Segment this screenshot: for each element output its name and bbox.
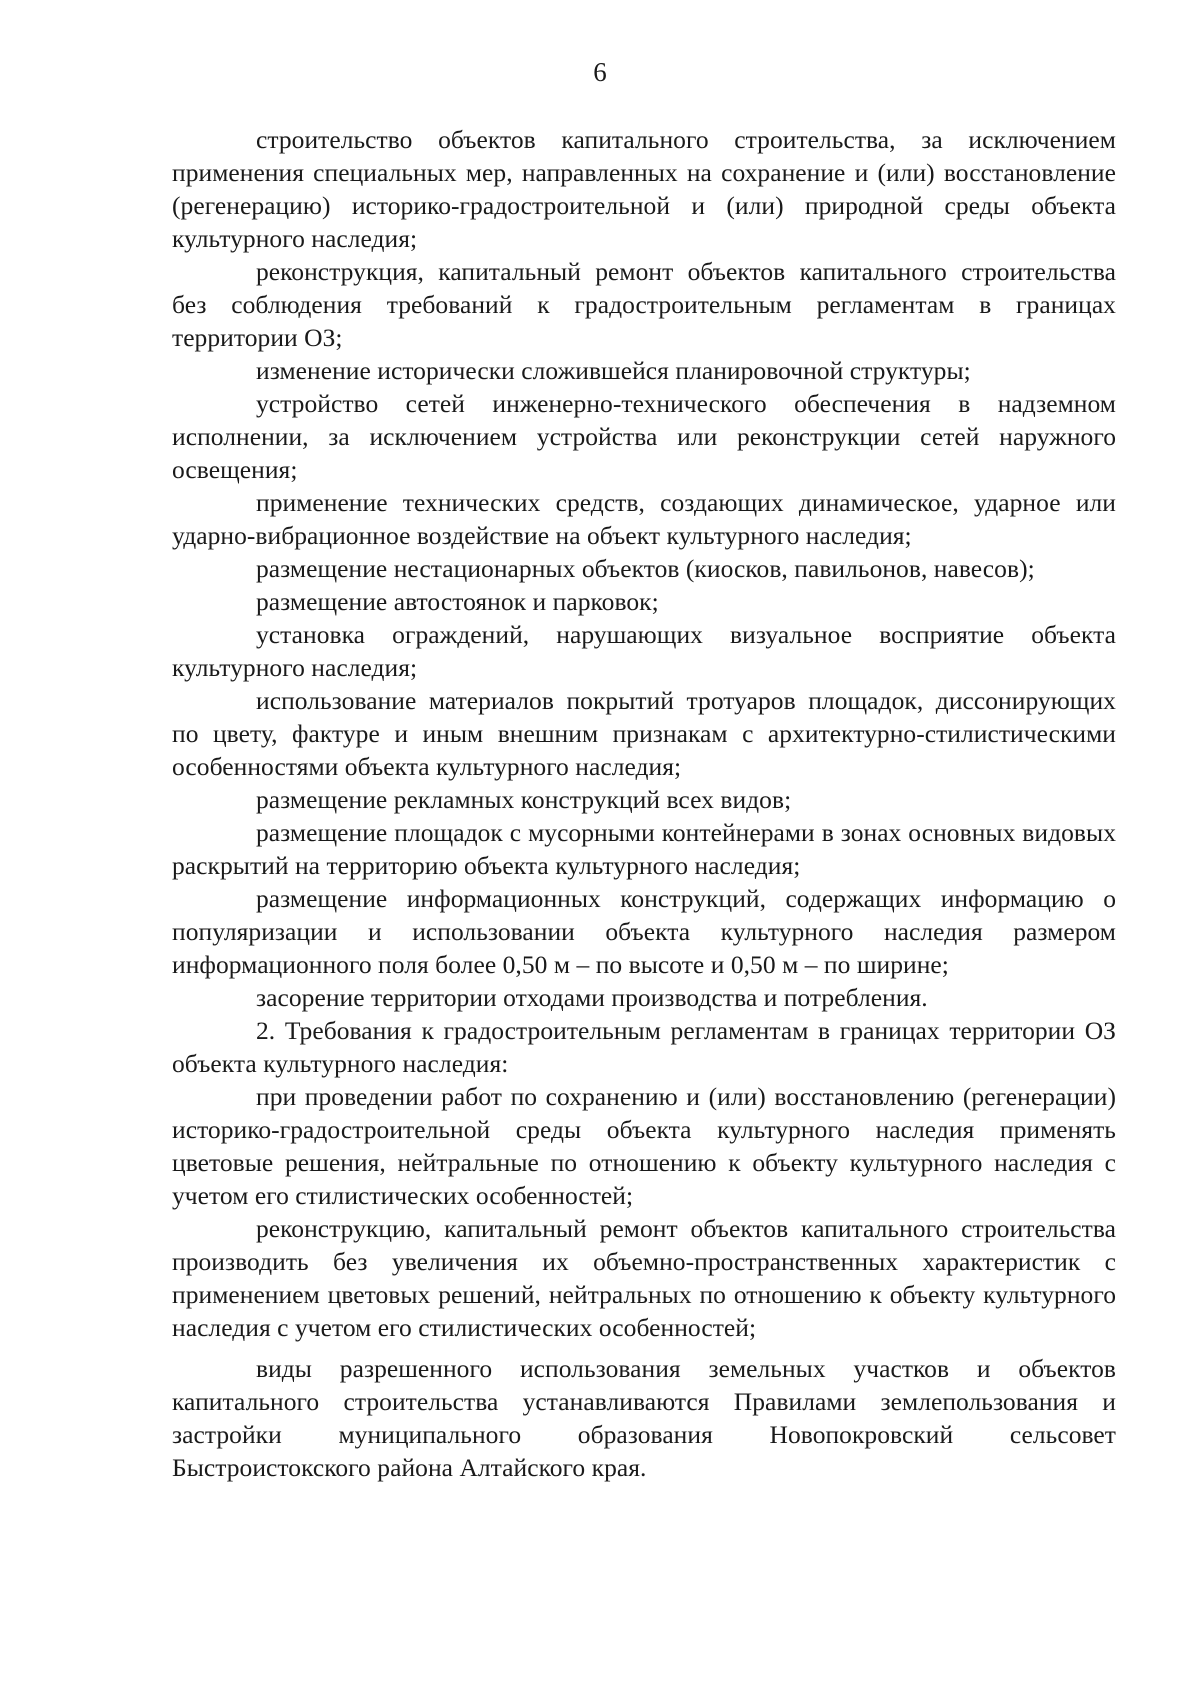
paragraph: виды разрешенного использования земельных участков и объектов капитального строительства устанавливаются Правилами землепользования и застройки муниципального образования Новопокровский сельсовет Быстроистокского района Алтайского края. (172, 1354, 1116, 1482)
paragraph: использование материалов покрытий тротуаров площадок, диссонирующих по цвету, фактуре и иным внешним признакам с архитектурно-стилистическими особенностями объекта культурного наследия; (172, 686, 1116, 781)
paragraph: размещение нестационарных объектов (киосков, павильонов, навесов); (256, 554, 1035, 583)
document-body (172, 123, 1116, 1484)
paragraph: засорение территории отходами производства и потребления. (256, 983, 928, 1012)
section-heading-paragraph: 2. Требования к градостроительным регламентам в границах территории ОЗ объекта культурного наследия: (172, 1016, 1116, 1078)
paragraph: реконструкция, капитальный ремонт объектов капитального строительства без соблюдения требований к градостроительным регламентам в границах территории ОЗ; (172, 257, 1116, 352)
paragraph: размещение площадок с мусорными контейнерами в зонах основных видовых раскрытий на территорию объекта культурного наследия; (172, 818, 1116, 880)
paragraph: размещение информационных конструкций, содержащих информацию о популяризации и использовании объекта культурного наследия размером информационного поля более 0,50 м – по высоте и 0,50 м – по ширине; (172, 884, 1116, 979)
paragraph: установка ограждений, нарушающих визуальное восприятие объекта культурного наследия; (172, 620, 1116, 682)
paragraph: применение технических средств, создающих динамическое, ударное или ударно-вибрационное воздействие на объект культурного наследия; (172, 488, 1116, 550)
paragraph: размещение рекламных конструкций всех видов; (256, 785, 792, 814)
paragraph: при проведении работ по сохранению и (или) восстановлению (регенерации) историко-градостроительной среды объекта культурного наследия применять цветовые решения, нейтральные по отношению к объекту культурного наследия с учетом его стилистических особенностей; (172, 1082, 1116, 1210)
paragraph: реконструкцию, капитальный ремонт объектов капитального строительства производить без увеличения их объемно-пространственных характеристик с применением цветовых решений, нейтральных по отношению к объекту культурного наследия с учетом его стилистических особенностей; (172, 1214, 1116, 1342)
paragraph: изменение исторически сложившейся планировочной структуры; (256, 356, 971, 385)
paragraph: строительство объектов капитального строительства, за исключением применения специальных мер, направленных на сохранение и (или) восстановление (регенерацию) историко-градостроительной и (или) природной среды объекта культурного наследия; (172, 125, 1116, 253)
paragraph: размещение автостоянок и парковок; (256, 587, 659, 616)
page-number: 6 (593, 57, 607, 87)
paragraph: устройство сетей инженерно-технического обеспечения в надземном исполнении, за исключением устройства или реконструкции сетей наружного освещения; (172, 389, 1116, 484)
